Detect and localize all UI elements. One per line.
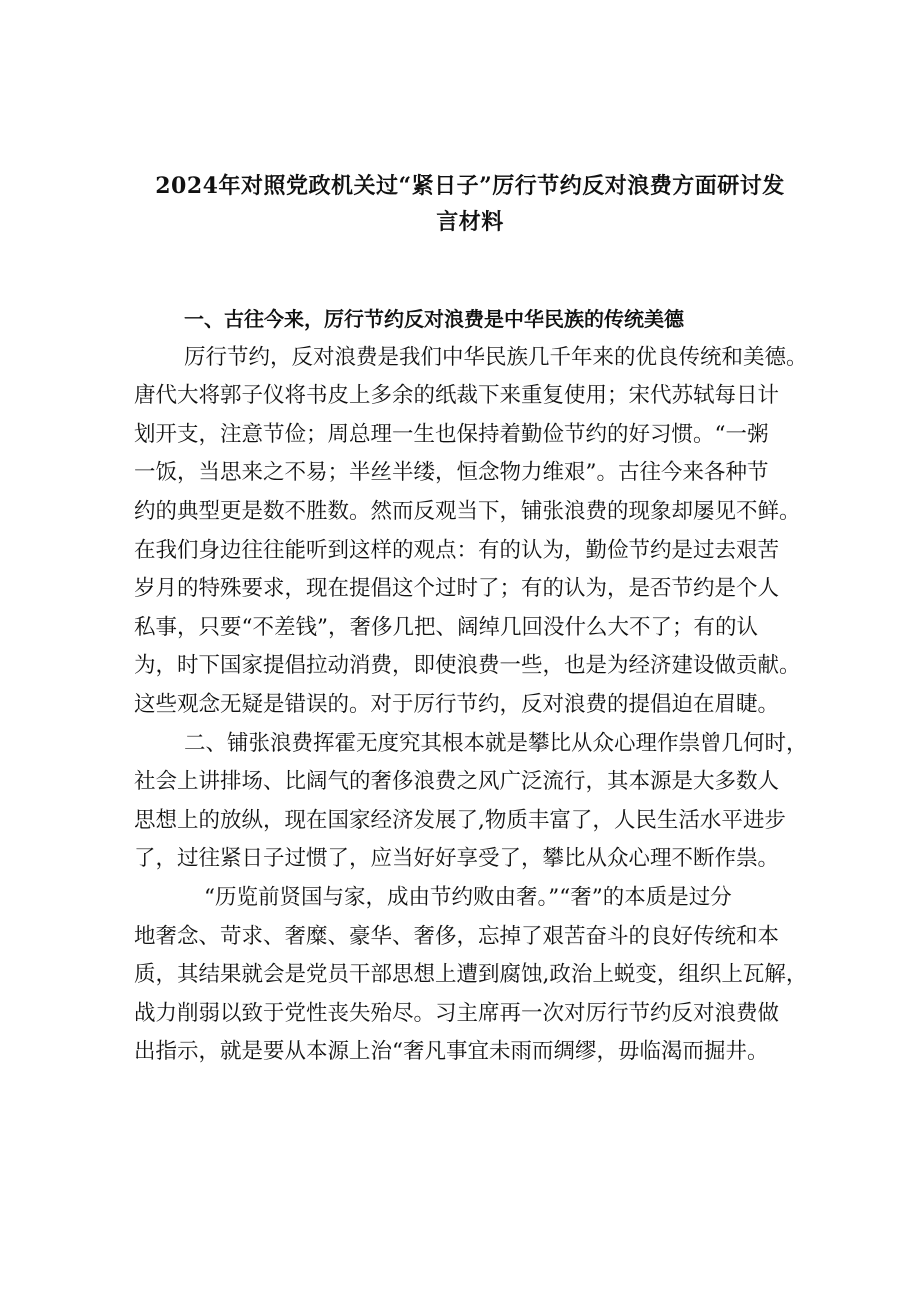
document-title bbox=[130, 168, 810, 240]
paragraph-3-line: 战力削弱以致于党性丧失殆尽。习主席再一次对厉行节约反对浪费做 bbox=[134, 1000, 780, 1026]
paragraph-1-line: 约的典型更是数不胜数。然而反观当下，铺张浪费的现象却屡见不鲜。 bbox=[134, 498, 801, 524]
paragraph-1 bbox=[134, 339, 814, 725]
title-line-1: 2024年对照党政机关过“紧日子”厉行节约反对浪费方面研讨发 bbox=[155, 173, 785, 199]
paragraph-1-line: 唐代大将郭子仪将书皮上多余的纸裁下来重复使用；宋代苏轼每日计 bbox=[134, 383, 780, 409]
paragraph-3-line: “历览前贤国与家，成由节约败由奢。”“奢”的本质是过分 bbox=[204, 884, 732, 910]
paragraph-1-line: 一饭，当思来之不易；半丝半缕，恒念物力维艰”。古往今来各种节 bbox=[134, 460, 769, 486]
paragraph-3-line: 质，其结果就会是党员干部思想上遭到腐蚀,政治上蜕变，组织上瓦解， bbox=[134, 962, 808, 988]
section-1-heading: 一、古往今来，厉行节约反对浪费是中华民族的传统美德 bbox=[184, 307, 684, 331]
paragraph-1-line: 这些观念无疑是错误的。对于厉行节约，反对浪费的提倡迫在眉睫。 bbox=[134, 691, 780, 717]
paragraph-2-line: 思想上的放纵，现在国家经济发展了,物质丰富了，人民生活水平进步 bbox=[134, 807, 786, 833]
paragraph-2 bbox=[134, 725, 814, 879]
paragraph-2-line: 二、铺张浪费挥霍无度究其根本就是攀比从众心理作祟曾几何时， bbox=[184, 730, 808, 756]
title-line-2: 言材料 bbox=[436, 209, 504, 235]
paragraph-1-line: 在我们身边往往能听到这样的观点：有的认为，勤俭节约是过去艰苦 bbox=[134, 537, 780, 563]
paragraph-1-line: 划开支，注意节俭；周总理一生也保持着勤俭节约的好习惯。“一粥 bbox=[134, 421, 769, 447]
paragraph-1-line: 厉行节约，反对浪费是我们中华民族几千年来的优良传统和美德。 bbox=[184, 344, 808, 370]
paragraph-2-line: 社会上讲排场、比阔气的奢侈浪费之风广泛流行，其本源是大多数人 bbox=[134, 769, 780, 795]
paragraph-1-line: 岁月的特殊要求，现在提倡这个过时了；有的认为，是否节约是个人 bbox=[134, 576, 780, 602]
paragraph-1-line: 为，时下国家提倡拉动消费，即使浪费一些，也是为经济建设做贡献。 bbox=[134, 653, 801, 679]
paragraph-2-line: 了，过往紧日子过惯了，应当好好享受了，攀比从众心理不断作祟。 bbox=[134, 846, 780, 872]
paragraph-3-line: 出指示，就是要从本源上治“奢凡事宜未雨而绸缪，毋临渴而掘井。 bbox=[134, 1039, 769, 1065]
paragraph-3-line: 地奢念、苛求、奢糜、豪华、奢侈，忘掉了艰苦奋斗的良好传统和本 bbox=[134, 923, 780, 949]
paragraph-1-line: 私事，只要“不差钱”，奢侈几把、阔绰几回没什么大不了；有的认 bbox=[134, 614, 758, 640]
document-body bbox=[134, 300, 814, 1072]
paragraph-3 bbox=[134, 879, 814, 1072]
